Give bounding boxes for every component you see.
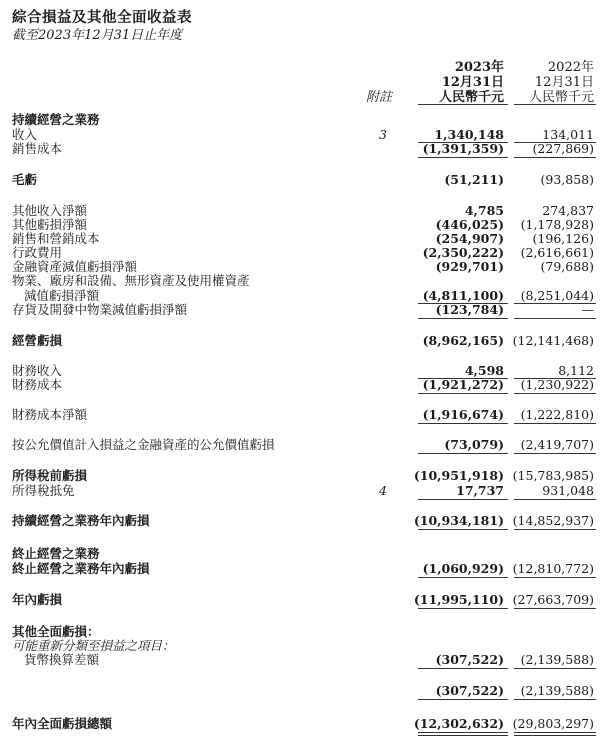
table-row <box>0 407 600 423</box>
table-row-gross-loss <box>0 172 600 188</box>
underline <box>418 453 508 454</box>
row-label: 年內全面虧損總額 <box>12 716 113 731</box>
underline <box>514 303 596 304</box>
underline <box>514 699 596 700</box>
value-2023: (10,934,181) <box>413 513 504 528</box>
underline <box>514 453 596 454</box>
section-heading-continuing <box>0 112 600 128</box>
row-label: 持續經營之業務年內虧損 <box>12 513 150 528</box>
value-2022: 8,112 <box>558 363 594 378</box>
underline <box>418 608 508 609</box>
value-2022: (93,858) <box>540 172 594 187</box>
underline <box>418 303 508 304</box>
value-2022: (79,688) <box>540 259 594 274</box>
row-label: 所得稅前虧損 <box>12 468 88 483</box>
col2022-date: 12月31日 <box>534 75 594 90</box>
underline <box>418 668 508 669</box>
value-2023: (1,921,272) <box>422 377 504 392</box>
underline <box>418 157 508 158</box>
table-row-continuing-loss <box>0 513 600 529</box>
row-label: 其他收入淨額 <box>12 203 88 218</box>
value-2023: (4,811,100) <box>422 288 504 303</box>
value-2022: (15,783,985) <box>512 468 594 483</box>
row-label: 物業、廠房和設備、無形資產及使用權資產 <box>12 273 250 288</box>
underline <box>514 732 596 733</box>
underline <box>418 577 508 578</box>
value-2022: (2,139,588) <box>520 652 594 667</box>
value-2022: (29,803,297) <box>512 716 594 731</box>
table-row-loss-for-year <box>0 592 600 608</box>
underline <box>514 423 596 424</box>
table-row-total-comprehensive-loss <box>0 716 600 732</box>
underline <box>418 378 508 379</box>
underline <box>418 142 508 143</box>
header-rule <box>514 104 596 105</box>
value-2023: (2,350,222) <box>422 245 504 260</box>
row-label: 所得稅抵免 <box>12 483 75 498</box>
row-label: 可能重新分類至損益之項目： <box>12 638 175 653</box>
row-label: 存貨及開發中物業減值虧損淨額 <box>12 302 188 317</box>
table-row-loss-before-tax <box>0 468 600 484</box>
row-note: 3 <box>379 127 387 142</box>
value-2023: (11,995,110) <box>413 592 504 607</box>
value-2022: (27,663,709) <box>512 592 594 607</box>
value-2022: (227,869) <box>532 141 594 156</box>
col2022-unit: 人民幣千元 <box>528 90 594 105</box>
row-note: 4 <box>379 483 387 498</box>
col2023-date: 12月31日 <box>441 75 504 90</box>
value-2023: (73,079) <box>444 437 504 452</box>
underline <box>418 732 508 733</box>
table-row <box>0 273 600 289</box>
value-2022: 134,011 <box>542 127 594 142</box>
double-underline <box>418 735 508 736</box>
value-2022: (12,141,468) <box>512 333 594 348</box>
value-2022: (2,616,661) <box>520 245 594 260</box>
table-row-cost-of-sales <box>0 141 600 157</box>
table-row-fx-differences <box>0 652 600 668</box>
table-row <box>0 377 600 393</box>
row-label: 金融資產減值虧損淨額 <box>12 259 138 274</box>
section-heading-discontinued <box>0 546 600 562</box>
value-2023: (1,391,359) <box>422 141 504 156</box>
value-2023: (8,962,165) <box>422 333 504 348</box>
value-2022: (14,852,937) <box>512 513 594 528</box>
statement-subtitle: 截至2023年12月31日止年度 <box>12 28 183 43</box>
underline <box>514 499 596 500</box>
table-row-operating-loss <box>0 333 600 349</box>
value-2022: 274,837 <box>542 203 594 218</box>
underline <box>514 378 596 379</box>
note-column-header: 附註 <box>366 90 393 105</box>
row-label: 年內虧損 <box>12 592 63 607</box>
underline <box>418 529 508 530</box>
value-2023: (123,784) <box>435 302 504 317</box>
value-2023: (10,951,918) <box>413 468 504 483</box>
underline <box>514 608 596 609</box>
value-2023: (254,907) <box>435 231 504 246</box>
value-2022: (1,222,810) <box>520 407 594 422</box>
row-label: 銷售成本 <box>12 141 63 156</box>
row-label: 減值虧損淨額 <box>24 288 100 303</box>
underline <box>418 499 508 500</box>
row-label: 經營虧損 <box>12 333 63 348</box>
row-label: 毛虧 <box>12 172 38 187</box>
row-label: 其他全面虧損： <box>12 624 100 639</box>
value-2023: (1,060,929) <box>422 561 504 576</box>
row-label: 銷售和營銷成本 <box>12 231 100 246</box>
col2023-unit: 人民幣千元 <box>438 90 504 105</box>
row-label: 財務收入 <box>12 363 63 378</box>
row-label: 按公允價值計入損益之金融資產的公允價值虧損 <box>12 437 275 452</box>
value-2022: (1,230,922) <box>520 377 594 392</box>
row-label: 行政費用 <box>12 245 63 260</box>
underline <box>514 393 596 394</box>
header-rule <box>418 104 508 105</box>
value-2023: 1,340,148 <box>434 127 504 142</box>
underline <box>418 423 508 424</box>
row-label: 財務成本 <box>12 377 63 392</box>
value-2023: (307,522) <box>435 652 504 667</box>
row-label: 終止經營之業務 <box>12 546 100 561</box>
table-row-income-tax <box>0 483 600 499</box>
value-2022: (2,419,707) <box>520 437 594 452</box>
value-2022: (196,126) <box>532 231 594 246</box>
underline <box>418 699 508 700</box>
row-label: 持續經營之業務 <box>12 112 100 127</box>
table-row <box>0 437 600 453</box>
underline <box>418 318 508 319</box>
row-label: 貨幣換算差額 <box>24 652 100 667</box>
value-2022: (1,178,928) <box>520 217 594 232</box>
value-2023: (307,522) <box>435 683 504 698</box>
value-2023: (446,025) <box>435 217 504 232</box>
underline <box>418 393 508 394</box>
double-underline <box>514 735 596 736</box>
table-row-discontinued-loss <box>0 561 600 577</box>
value-2022: 931,048 <box>542 483 594 498</box>
table-row <box>0 302 600 318</box>
underline <box>514 142 596 143</box>
underline <box>514 318 596 319</box>
underline <box>514 577 596 578</box>
col2023-year: 2023年 <box>454 60 504 75</box>
value-2023: (12,302,632) <box>413 716 504 731</box>
value-2023: 17,737 <box>456 483 504 498</box>
statement-title: 綜合損益及其他全面收益表 <box>12 9 192 26</box>
value-2022: (2,139,588) <box>520 683 594 698</box>
row-label: 收入 <box>12 127 38 142</box>
value-2023: (51,211) <box>444 172 504 187</box>
value-2023: 4,785 <box>464 203 504 218</box>
underline <box>514 157 596 158</box>
value-2022: (8,251,044) <box>520 288 594 303</box>
value-2023: (929,701) <box>435 259 504 274</box>
value-2023: (1,916,674) <box>422 407 504 422</box>
value-2023: 4,598 <box>464 363 504 378</box>
underline <box>514 668 596 669</box>
value-2022: (12,810,772) <box>512 561 594 576</box>
col2022-year: 2022年 <box>547 60 594 75</box>
row-label: 終止經營之業務年內虧損 <box>12 561 150 576</box>
row-label: 其他虧損淨額 <box>12 217 88 232</box>
value-2022: — <box>581 302 594 317</box>
underline <box>514 529 596 530</box>
row-label: 財務成本淨額 <box>12 407 88 422</box>
table-row-oci-subtotal <box>0 683 600 699</box>
